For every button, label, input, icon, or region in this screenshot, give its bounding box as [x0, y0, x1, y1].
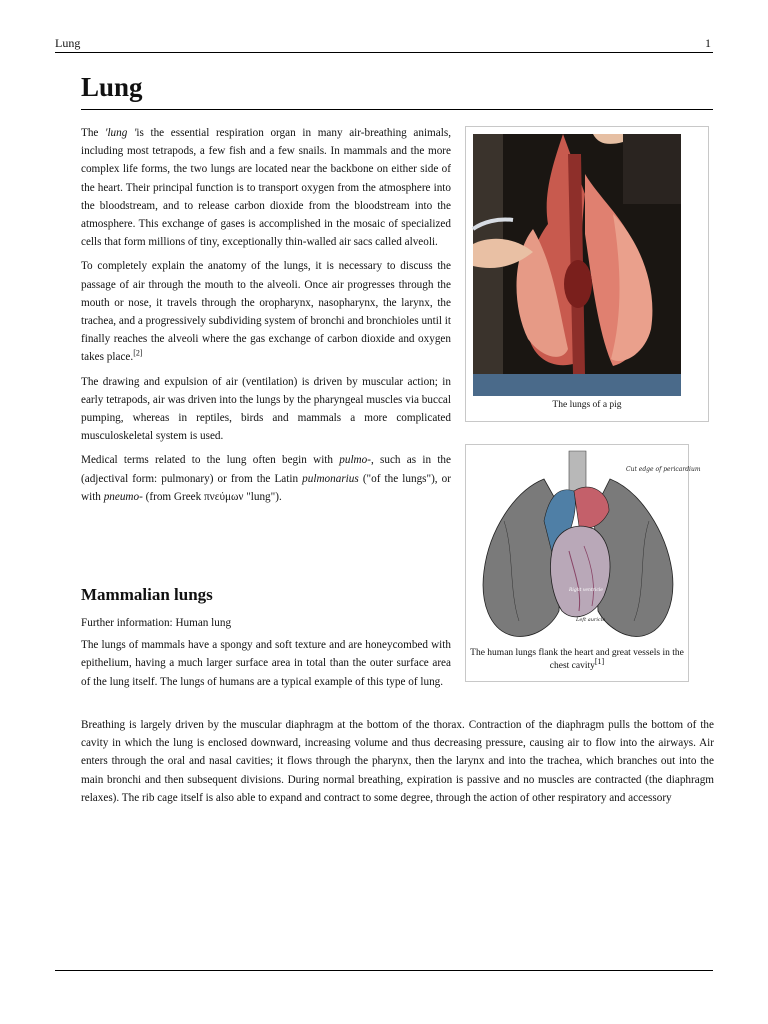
body-text: Breathing is largely driven by the muscular diaphragm at the bottom of the thorax. Contraction of the diaphragm pulls the bottom of the cavity in which the lung is enclosed downward, increasing volume and thus decreasing pressure, causing air to flow into the airways. Air enters through the oral and nasal cavities; it flows through the pharynx, then the larynx and into the trachea, which branches out into the main bronchi and then subsequent divisions. During normal breathing, expiration is passive and no muscles are contracted (the diaphragm relaxes). The rib cage itself is also able to expand and contract to some degree, through the action of other respiratory and accessory: [81, 719, 714, 804]
figure-caption: [466, 647, 688, 673]
human-lungs-illustration: [474, 451, 701, 641]
term-pulmo: pulmo-: [339, 454, 371, 467]
intro-paragraph-1: [81, 124, 451, 251]
label-right-ventricle: Right ventricle: [569, 588, 603, 593]
figure-caption: The lungs of a pig: [552, 400, 622, 410]
figure-human-lungs: [465, 444, 701, 682]
figure-pig-lungs: [465, 126, 709, 422]
intro-paragraph-4: [81, 451, 451, 506]
page-title: Lung: [81, 72, 713, 110]
citation-link[interactable]: [1]: [594, 656, 605, 666]
running-header: [55, 36, 713, 53]
term-pulmonarius: pulmonarius: [302, 472, 359, 485]
text-run: ("of the lungs"), or with: [81, 472, 451, 503]
text-run: is the essential respiration organ in many air-breathing animals, including most tetrapods, a few fish and a few snails. In mammals and the more complex life forms, the two lungs are located near the backbone on either side of the heart. Their principal function is to transport oxygen from the atmosphere into the bloodstream, and to release carbon dioxide from the bloodstream into the atmosphere. This exchange of gases is accomplished in the mosaic of specialized cells that form millions of tiny, exceptionally thin-walled air sacs called alveoli.: [81, 127, 451, 249]
further-info: Further information: Human lung: [81, 617, 232, 629]
text-run: To completely explain the anatomy of the lungs, it is necessary to discuss the passage of air through the mouth to the alveoli. Once air progresses through the mouth or nose, it travels through the oropharynx, nasopharynx, the larynx, the trachea, and a progressively subdividing system of bronchi and bronchioles until it finally reaches the alveoli where the gas exchange of carbon dioxide and oxygen takes place.: [81, 260, 451, 364]
intro-paragraph-3: The drawing and expulsion of air (ventilation) is driven by muscular action; in early tetrapods, air was driven into the lungs by the pharyngeal muscles via buccal pumping, whereas in reptiles, birds and mammals a more complicated musculoskeletal system is used.: [81, 375, 451, 443]
citation-link[interactable]: [2]: [133, 348, 143, 358]
caption-text: The human lungs flank the heart and great vessels in the chest cavity: [470, 648, 684, 671]
intro-column: [81, 124, 451, 506]
section-paragraph-2: [81, 716, 714, 807]
text-run: The: [81, 127, 106, 139]
pig-lungs-image: [473, 134, 681, 396]
section-column: [81, 614, 451, 691]
intro-paragraph-2: [81, 257, 451, 366]
term-lung: 'lung ': [105, 127, 137, 139]
term-pneumo: pneumo-: [103, 490, 143, 503]
page-number: 1: [705, 36, 711, 50]
label-pericardium: Cut edge of pericardium: [626, 466, 701, 473]
running-title: Lung: [55, 36, 81, 50]
text-run: Medical terms related to the lung often begin with: [81, 454, 340, 467]
text-run: , such as in the (adjectival form: pulmonary) or from the Latin: [81, 454, 451, 485]
text-run: (from Greek πνεύμων "lung").: [142, 490, 282, 503]
footer-rule: [55, 970, 713, 971]
label-left-auricle: Left auricle: [576, 617, 606, 623]
section-heading: Mammalian lungs: [81, 585, 213, 604]
section-paragraph-1: The lungs of mammals have a spongy and soft texture and are honeycombed with epithelium, having a much larger surface area in total than the outer surface area of the lung itself. The lungs of humans are a typical example of this type of lung.: [81, 639, 451, 688]
